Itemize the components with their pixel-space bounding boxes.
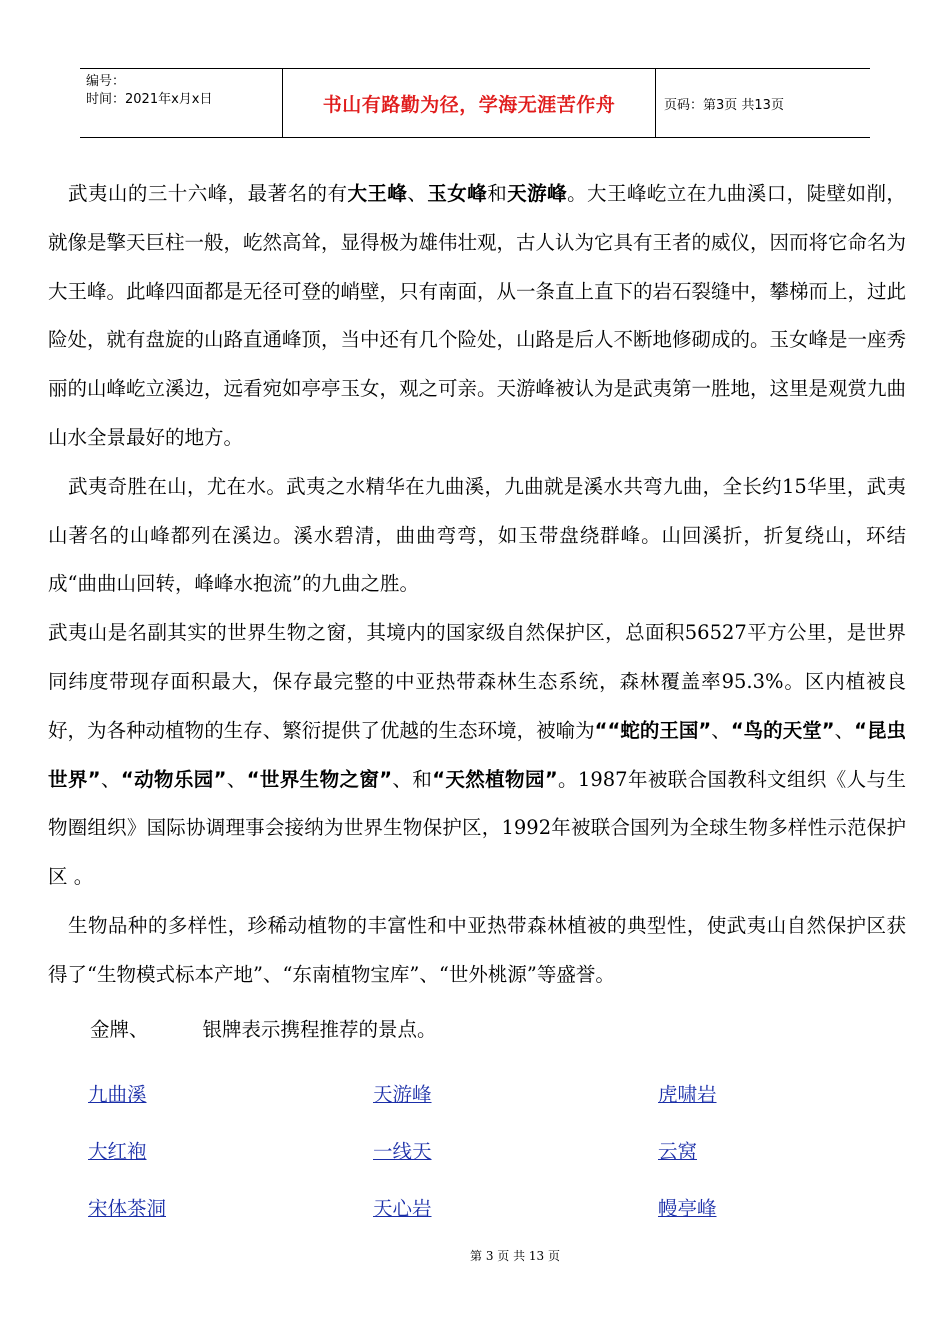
text: 、和 [392,767,433,791]
link-tianyoufeng[interactable]: 天游峰 [373,1083,432,1106]
link-huxiaoyan[interactable]: 虎啸岩 [658,1083,717,1106]
text: 、 [226,767,247,791]
motto: 书山有路勤为径，学海无涯苦作舟 [322,93,616,116]
link-dahongpao[interactable]: 大红袍 [88,1140,147,1163]
header-motto-cell [282,69,656,137]
text: 、 [834,718,855,742]
number-label: 编号： [86,74,126,89]
text: 武夷山是名副其实的世界生物之窗，其境内的国家级自然保护区，总面积56527平方公里，是世界同纬度带现存面积最大，保存最完整的中亚热带森林生态系统，森林覆盖率95.3%。区内植被良好，为各种动植物的生存、繁衍提供了优越的生态环境，被喻为 [48,621,906,742]
paragraph-honors: 生物品种的多样性，珍稀动植物的丰富性和中亚热带森林植被的典型性，使武夷山自然保护区获得了“生物模式标本产地”、“东南植物宝库”、“世外桃源”等盛誉。 [48,913,906,986]
text: 武夷山的三十六峰，最著名的有 [68,182,348,205]
text: 。大王峰屹立在九曲溪口，陡壁如削，就像是擎天巨柱一般，屹然高耸，显得极为雄伟壮观，古人认为它具有王者的威仪，因而将它命名为大王峰。此峰四面都是无径可登的峭壁，只有南面，从一条直上直下的岩石裂缝中，攀梯而上，过此险处，就有盘旋的山路直通峰顶，当中还有几个险处，山路是后人不断地修砌成的。玉女峰是一座秀丽的山峰屹立溪边，远看宛如亭亭玉女，观之可亲。天游峰被认为是武夷第一胜地，这里是观赏九曲山水全景最好的地方。 [48,182,907,449]
page-header [80,68,870,138]
link-row [88,1187,888,1244]
paragraph-biology [48,609,906,902]
text: 、 [711,718,731,742]
time-label: 时间：2021年x月x日 [86,92,213,107]
attraction-links [88,1073,888,1244]
header-page-info-cell [656,69,870,137]
link-songticha[interactable]: 宋体茶洞 [88,1197,167,1220]
page-info: 页码：第3页 共13页 [664,97,784,113]
nickname: “世界生物之窗” [246,767,393,791]
link-mantingfeng[interactable]: 幔亭峰 [658,1197,717,1220]
paragraph-peaks [48,170,906,463]
nickname: “天然植物园” [432,767,558,791]
text: 。1987年被联合国教科文组织《人与生物圈组织》国际协调理事会接纳为世界生物保护区，1992年被联合国列为全球生物多样性示范保护区 。 [48,767,906,889]
peak-name: 大王峰 [347,182,408,205]
article-body [48,170,906,1000]
text: 和 [487,182,508,205]
text: 、 [407,182,428,205]
peak-name: 天游峰 [507,182,568,205]
link-yixiantian[interactable]: 一线天 [373,1140,432,1163]
nickname: “昆虫世界” [48,718,906,791]
header-meta [80,69,282,137]
medal-legend [48,1010,437,1050]
nickname: “动物乐园” [120,767,227,791]
link-yunwo[interactable]: 云窝 [658,1140,698,1163]
nickname: “鸟的天堂” [730,718,835,742]
silver-label: 银牌表示携程推荐的景点。 [202,1018,437,1041]
page-footer: 第 3 页 共 13 页 [470,1249,560,1263]
peak-name: 玉女峰 [427,182,488,205]
link-row [88,1073,888,1130]
link-jiuquxi[interactable]: 九曲溪 [88,1083,147,1106]
text: 、 [100,767,121,791]
paragraph-water: 武夷奇胜在山，尤在水。武夷之水精华在九曲溪，九曲就是溪水共弯九曲，全长约15华里，武夷山著名的山峰都列在溪边。溪水碧清，曲曲弯弯，如玉带盘绕群峰。山回溪折，折复绕山，环结成“曲曲山回转，峰峰水抱流”的九曲之胜。 [48,474,906,596]
nickname: ““蛇的王国” [594,718,712,742]
link-row [88,1130,888,1187]
gold-label: 金牌、 [90,1018,149,1041]
link-tianxinyan[interactable]: 天心岩 [373,1197,432,1220]
